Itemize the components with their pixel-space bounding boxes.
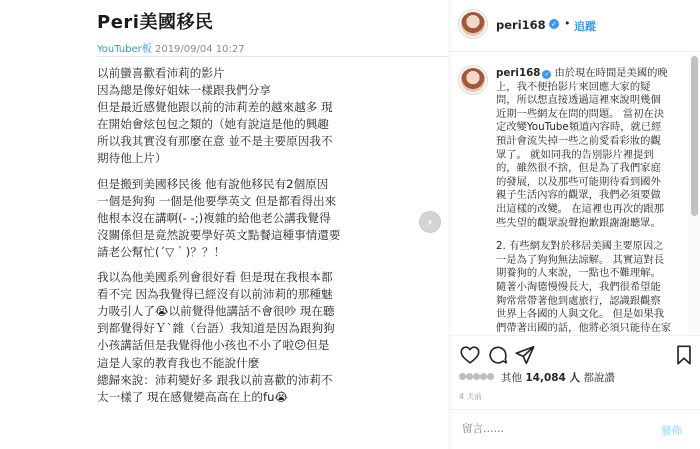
caption-line: 眾了。 就如同我的告別影片裡提到 [496,148,654,161]
post-body-line: 看不完 因為我覺得已經沒有以前沛莉的那種魅 [97,287,333,302]
caption-line: 們帶著出國的話，他將必須只能待在家 [496,321,672,334]
comment-input[interactable] [462,423,652,435]
post-body-line: 在開始會炫包包之類的（她有說這是他的興趣 [97,117,329,132]
post-body-line: 請老公幫忙(´▽｀)？？！ [97,244,226,259]
caption-line: 定改變YouTube頻道內容時，就已經 [496,121,662,134]
post-body-line: 因為總是像好姐妹一樣跟我們分享 [97,83,271,98]
post-header [450,0,700,52]
likes-count[interactable]: 14,084 人 [525,371,581,384]
post-body-line: 到都覺得好Ｙˋ雜（台語）我知道是因為跟狗狗 [97,321,335,336]
avatar[interactable] [459,10,487,38]
paragraph-gap [97,261,362,269]
next-image-button[interactable] [419,211,441,233]
post-body-line: 我以為他美國系列會很好看 但是現在我根本都 [97,270,333,285]
likes-suffix: 都說讚 [583,371,615,384]
post-body-line: 他根本沒在講啊(- -;)複雜的給他老公講我覺得 [97,210,331,225]
post-timestamp[interactable]: 4 天前 [459,392,483,401]
caption-text [496,67,680,335]
share-icon[interactable] [514,344,536,366]
liker-avatars[interactable] [459,370,499,384]
post-body-line: 以前蠻喜歡看沛莉的影片 [97,66,225,80]
post-divider [97,56,449,57]
caption-username[interactable]: peri168 [496,67,541,79]
heart-icon[interactable] [459,344,481,366]
comment-icon[interactable] [487,344,509,366]
post-meta [97,40,245,55]
comment-box [450,409,700,449]
caption-line: 一是為了狗狗無法諒解。 其實這對長 [496,253,665,266]
post-body-line: 太一樣了 現在感覺變高高在上的fu😭 [97,389,288,404]
post-datetime: 2019/09/04 10:27 [154,44,245,55]
post-body-line: 所以我其實沒有那麼在意 並不是主要原因我不 [97,134,333,149]
post-body-line: 小孩講話但是我覺得他小孩也不小了啦😕但是 [97,338,330,353]
post-comment-button[interactable]: 發佈 [661,425,682,437]
caption-avatar[interactable] [459,66,487,94]
caption-line: 出這樣的改變。 在這裡也再次的跟那 [496,202,665,215]
caption-line: 2. 有些網友對於移居美國主要原因之 [496,240,664,253]
post-title: Peri美國移民 [97,12,214,33]
likes-text[interactable] [501,370,615,385]
actions-section [450,335,700,449]
post-body [97,65,362,406]
caption-area [450,53,688,335]
caption-line: 夠常常帶著他到處旅行，認識跟觀察 [496,294,661,307]
caption-verified-icon: ✓ [544,71,550,78]
caption-line: 的，雖然很不捨，但是為了我們家庭 [496,162,661,175]
post-body-line: 但是最近感覺他跟以前的沛莉差的越來越多 現 [97,100,333,115]
post-body-line: 期待他上片） [97,151,167,166]
post-body-line: 但是搬到美國移民後 他有說他移民有2個原因 [97,176,329,191]
caption-line: 預計會流失掉一些之前愛看彩妝的觀 [496,134,661,147]
post-body-line: 力吸引人了😭以前覺得他講話不會很吵 現在聽 [97,304,335,319]
post-body-line: 這是人家的教育我也不能說什麼 [97,355,260,370]
follow-button[interactable]: 追蹤 [574,20,596,33]
post-body-line: 總歸來說：沛莉變好多 跟我以前喜歡的沛莉不 [97,372,333,387]
post-board: YouTuber板 [97,44,152,55]
caption-line: 親子生活內容的觀眾，我們必須要做 [496,189,661,202]
likes-prefix: 其他 [501,371,522,384]
chevron-right-icon: › [427,215,433,229]
caption-line: 問，所以想直接透過這裡來說明幾個 [496,94,661,107]
caption-line: 的發展，以及那些可能期待看到國外 [496,175,661,188]
paragraph-gap [97,168,362,176]
header-separator: • [564,17,571,30]
verified-badge-icon: ✓ [549,19,559,29]
post-body-line: 沒關係但是竟然說要學好英文點餐這種事情還要 [97,227,341,242]
side-panel [449,0,700,449]
caption-line: 世界上各國的人與文化。 但是如果我 [496,308,665,321]
post-body-line: 一個是狗狗 一個是他要學英文 但是都看得出來 [97,193,337,208]
caption-line: 些失望的觀眾說聲抱歉跟謝謝聽眾。 [496,216,661,229]
likes-row [459,369,615,385]
caption-line: 隨著小淘德慢慢長大，我們很希望能 [496,280,661,293]
caption-scrollbar-thumb[interactable] [691,56,698,216]
caption-line: 近期一些網友在問的問題。 當初在決 [496,107,665,120]
header-username[interactable]: peri168 [496,18,546,32]
caption-line: 上，我不便抬影片來回應大家的疑 [496,80,651,93]
caption-line: 期養狗的人來說，一點也不難理解。 [496,267,661,280]
bookmark-icon[interactable] [673,344,695,366]
caption-line: 由於現在時間是美國的晚 [554,67,668,79]
